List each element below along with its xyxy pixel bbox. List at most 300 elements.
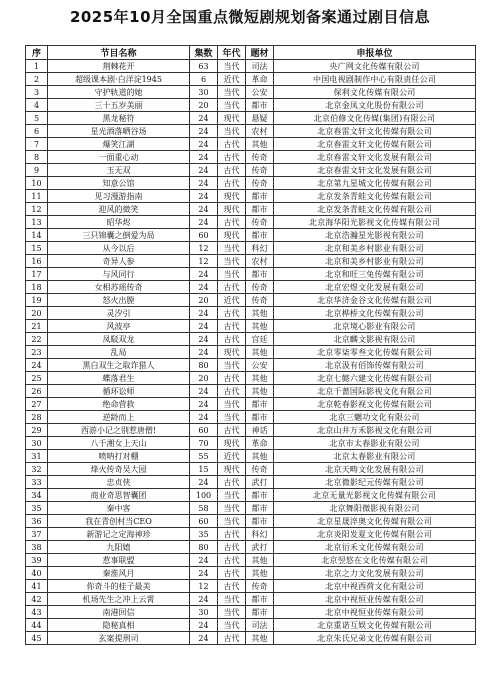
row-index: 39	[26, 554, 48, 567]
era: 当代	[218, 99, 246, 112]
row-index: 9	[26, 164, 48, 177]
era: 当代	[218, 86, 246, 99]
table-row	[26, 372, 476, 385]
episode-count: 80	[190, 359, 218, 372]
genre: 都市	[246, 515, 274, 528]
program-title: 一面重心动	[48, 151, 190, 164]
row-index: 8	[26, 151, 48, 164]
genre: 传奇	[246, 177, 274, 190]
genre: 其他	[246, 138, 274, 151]
genre: 传奇	[246, 294, 274, 307]
table-row	[26, 255, 476, 268]
program-title: 你奇斗的桂子最美	[48, 580, 190, 593]
genre: 传奇	[246, 463, 274, 476]
row-index: 1	[26, 60, 48, 73]
applicant-unit: 北京海华阳光影视文化传媒有限公司	[274, 216, 476, 229]
program-title: 新游记之定海神珍	[48, 528, 190, 541]
era: 当代	[218, 593, 246, 606]
episode-count: 15	[190, 463, 218, 476]
program-title: 我在青创村当CEO	[48, 515, 190, 528]
era: 古代	[218, 528, 246, 541]
program-title: 九阳嬉	[48, 541, 190, 554]
table-row	[26, 619, 476, 632]
genre: 都市	[246, 502, 274, 515]
episode-count: 30	[190, 86, 218, 99]
genre: 都市	[246, 411, 274, 424]
row-index: 28	[26, 411, 48, 424]
era: 当代	[218, 606, 246, 619]
era: 古代	[218, 385, 246, 398]
program-title: 超级课本剧·白洋淀1945	[48, 73, 190, 86]
program-title: 迎风的微笑	[48, 203, 190, 216]
table-row	[26, 606, 476, 619]
applicant-unit: 北京三魍功文化有限公司	[274, 411, 476, 424]
program-title: 灵汐引	[48, 307, 190, 320]
era: 古代	[218, 333, 246, 346]
table-row	[26, 437, 476, 450]
row-index: 29	[26, 424, 48, 437]
applicant-unit: 北京山井万禾影视文化有限公司	[274, 424, 476, 437]
episode-count: 24	[190, 346, 218, 359]
episode-count: 55	[190, 450, 218, 463]
era: 当代	[218, 60, 246, 73]
applicant-unit: 北京天畴文化发展有限公司	[274, 463, 476, 476]
genre: 其他	[246, 385, 274, 398]
program-title: 怒火出膛	[48, 294, 190, 307]
row-index: 3	[26, 86, 48, 99]
row-index: 17	[26, 268, 48, 281]
drama-table	[25, 45, 476, 645]
genre: 都市	[246, 99, 274, 112]
table-row	[26, 112, 476, 125]
table-row	[26, 138, 476, 151]
era: 现代	[218, 190, 246, 203]
era: 古代	[218, 307, 246, 320]
episode-count: 58	[190, 502, 218, 515]
program-title: 黑白双生之取诈猎人	[48, 359, 190, 372]
era: 古代	[218, 216, 246, 229]
col-header-index: 序	[26, 46, 48, 60]
row-index: 13	[26, 216, 48, 229]
episode-count: 24	[190, 333, 218, 346]
table-row	[26, 411, 476, 424]
genre: 公安	[246, 359, 274, 372]
table-row	[26, 99, 476, 112]
row-index: 45	[26, 632, 48, 645]
era: 现代	[218, 112, 246, 125]
episode-count: 24	[190, 281, 218, 294]
episode-count: 24	[190, 554, 218, 567]
program-title: 南港回信	[48, 606, 190, 619]
genre: 其他	[246, 554, 274, 567]
era: 古代	[218, 424, 246, 437]
row-index: 23	[26, 346, 48, 359]
table-row	[26, 190, 476, 203]
applicant-unit: 保利文化传媒有限公司	[274, 86, 476, 99]
table-row	[26, 489, 476, 502]
program-title: 与风同行	[48, 268, 190, 281]
program-title: 西游小记之别惹唐僧!	[48, 424, 190, 437]
program-title: 三只锦囊之倒爱为局	[48, 229, 190, 242]
genre: 神话	[246, 424, 274, 437]
genre: 传奇	[246, 580, 274, 593]
table-row	[26, 450, 476, 463]
era: 古代	[218, 567, 246, 580]
applicant-unit: 北京伯修文化传媒(集团)有限公司	[274, 112, 476, 125]
episode-count: 60	[190, 229, 218, 242]
era: 近代	[218, 294, 246, 307]
episode-count: 30	[190, 606, 218, 619]
program-title: 烽火传奇吴大园	[48, 463, 190, 476]
table-row	[26, 359, 476, 372]
program-title: 荆棘花开	[48, 60, 190, 73]
applicant-unit: 北京金凤文化股份有限公司	[274, 99, 476, 112]
genre: 其他	[246, 346, 274, 359]
row-index: 40	[26, 567, 48, 580]
episode-count: 24	[190, 164, 218, 177]
col-header-genre: 题材	[246, 46, 274, 60]
table-row	[26, 528, 476, 541]
episode-count: 80	[190, 541, 218, 554]
program-title: 守护轨道的她	[48, 86, 190, 99]
genre: 都市	[246, 398, 274, 411]
genre: 司法	[246, 619, 274, 632]
program-title: 玄案提刑司	[48, 632, 190, 645]
program-title: 忠贞侠	[48, 476, 190, 489]
genre: 其他	[246, 307, 274, 320]
table-row	[26, 60, 476, 73]
row-index: 11	[26, 190, 48, 203]
applicant-unit: 北京桦桥文化传媒有限公司	[274, 307, 476, 320]
col-header-episodes: 集数	[190, 46, 218, 60]
program-title: 蝶落君生	[48, 372, 190, 385]
applicant-unit: 北京发条青蛙文化传媒有限公司	[274, 203, 476, 216]
applicant-unit: 北京和旺三兔传媒有限公司	[274, 268, 476, 281]
applicant-unit: 北京春雷文轩文化传媒有限公司	[274, 138, 476, 151]
episode-count: 60	[190, 515, 218, 528]
applicant-unit: 北京发条青蛙文化传媒有限公司	[274, 190, 476, 203]
era: 古代	[218, 151, 246, 164]
row-index: 44	[26, 619, 48, 632]
table-row	[26, 515, 476, 528]
genre: 传奇	[246, 151, 274, 164]
episode-count: 24	[190, 632, 218, 645]
applicant-unit: 北京浩瀚星光影视有限公司	[274, 229, 476, 242]
episode-count: 12	[190, 580, 218, 593]
applicant-unit: 北京和美乡村影业有限公司	[274, 255, 476, 268]
table-row	[26, 346, 476, 359]
table-row	[26, 502, 476, 515]
episode-count: 70	[190, 437, 218, 450]
episode-count: 20	[190, 294, 218, 307]
applicant-unit: 北京零柒零叁文化传媒有限公司	[274, 346, 476, 359]
era: 现代	[218, 203, 246, 216]
table-row	[26, 177, 476, 190]
genre: 其他	[246, 450, 274, 463]
episode-count: 24	[190, 112, 218, 125]
applicant-unit: 北京宏煜文化发展有限公司	[274, 281, 476, 294]
episode-count: 20	[190, 99, 218, 112]
era: 古代	[218, 281, 246, 294]
applicant-unit: 北京无量光影视文化传媒有限公司	[274, 489, 476, 502]
episode-count: 100	[190, 489, 218, 502]
table-row	[26, 593, 476, 606]
genre: 传奇	[246, 164, 274, 177]
program-title: 秦淮风月	[48, 567, 190, 580]
era: 古代	[218, 138, 246, 151]
program-title: 从今以后	[48, 242, 190, 255]
table-row	[26, 151, 476, 164]
applicant-unit: 北京汲有佰饰传媒有限公司	[274, 359, 476, 372]
table-row	[26, 86, 476, 99]
episode-count: 24	[190, 593, 218, 606]
episode-count: 24	[190, 619, 218, 632]
applicant-unit: 北京麟文影视有限公司	[274, 333, 476, 346]
applicant-unit: 北京重诺互娱文化传媒有限公司	[274, 619, 476, 632]
table-row	[26, 398, 476, 411]
episode-count: 24	[190, 190, 218, 203]
episode-count: 24	[190, 398, 218, 411]
era: 当代	[218, 489, 246, 502]
table-row	[26, 580, 476, 593]
document-title: 2025年10月全国重点微短剧规划备案通过剧目信息	[69, 8, 431, 26]
program-title: 女相苏瑶传奇	[48, 281, 190, 294]
era: 古代	[218, 476, 246, 489]
program-title: 知意公馆	[48, 177, 190, 190]
genre: 其他	[246, 320, 274, 333]
table-row	[26, 320, 476, 333]
table-row	[26, 554, 476, 567]
genre: 武打	[246, 541, 274, 554]
applicant-unit: 北京千蔷国际影视文化有限公司	[274, 385, 476, 398]
table-row	[26, 541, 476, 554]
episode-count: 24	[190, 307, 218, 320]
row-index: 43	[26, 606, 48, 619]
era: 当代	[218, 502, 246, 515]
genre: 其他	[246, 632, 274, 645]
row-index: 22	[26, 333, 48, 346]
table-row	[26, 294, 476, 307]
applicant-unit: 北京朱氏兄弟文化传媒有限公司	[274, 632, 476, 645]
genre: 革命	[246, 437, 274, 450]
row-index: 37	[26, 528, 48, 541]
row-index: 32	[26, 463, 48, 476]
program-title: 惹事联盟	[48, 554, 190, 567]
genre: 都市	[246, 268, 274, 281]
row-index: 16	[26, 255, 48, 268]
program-title: 三十五岁美丽	[48, 99, 190, 112]
row-index: 41	[26, 580, 48, 593]
row-index: 26	[26, 385, 48, 398]
episode-count: 24	[190, 203, 218, 216]
era: 现代	[218, 437, 246, 450]
row-index: 7	[26, 138, 48, 151]
genre: 公安	[246, 86, 274, 99]
episode-count: 24	[190, 177, 218, 190]
episode-count: 6	[190, 73, 218, 86]
episode-count: 24	[190, 125, 218, 138]
era: 当代	[218, 255, 246, 268]
program-title: 商业奇思智囊团	[48, 489, 190, 502]
row-index: 19	[26, 294, 48, 307]
era: 现代	[218, 229, 246, 242]
row-index: 36	[26, 515, 48, 528]
applicant-unit: 北京市太春影业有限公司	[274, 437, 476, 450]
program-title: 玉无双	[48, 164, 190, 177]
genre: 武打	[246, 476, 274, 489]
row-index: 6	[26, 125, 48, 138]
genre: 科幻	[246, 528, 274, 541]
episode-count: 12	[190, 255, 218, 268]
era: 当代	[218, 515, 246, 528]
program-title: 机场先生之冲上云霄	[48, 593, 190, 606]
row-index: 21	[26, 320, 48, 333]
applicant-unit: 北京舞阳微影视有限公司	[274, 502, 476, 515]
program-title: 见习漫游指南	[48, 190, 190, 203]
genre: 其他	[246, 372, 274, 385]
applicant-unit: 北京翌悠在文化传媒有限公司	[274, 554, 476, 567]
applicant-unit: 北京之力文化发展有限公司	[274, 567, 476, 580]
era: 古代	[218, 177, 246, 190]
program-title: 凤駁双龙	[48, 333, 190, 346]
applicant-unit: 北京和美乡村影业有限公司	[274, 242, 476, 255]
applicant-unit: 北京中视恒业传媒有限公司	[274, 606, 476, 619]
col-header-title: 节目名称	[48, 46, 190, 60]
table-row	[26, 268, 476, 281]
era: 当代	[218, 125, 246, 138]
table-row	[26, 333, 476, 346]
program-title: 乱局	[48, 346, 190, 359]
table-row	[26, 567, 476, 580]
era: 当代	[218, 619, 246, 632]
era: 古代	[218, 554, 246, 567]
program-title: 秦中客	[48, 502, 190, 515]
era: 当代	[218, 242, 246, 255]
program-title: 昭华烬	[48, 216, 190, 229]
applicant-unit: 北京七懿六建文化传媒有限公司	[274, 372, 476, 385]
table-row	[26, 476, 476, 489]
era: 古代	[218, 580, 246, 593]
table-row	[26, 216, 476, 229]
episode-count: 24	[190, 385, 218, 398]
row-index: 34	[26, 489, 48, 502]
era: 古代	[218, 541, 246, 554]
applicant-unit: 北京第九星城文化传媒有限公司	[274, 177, 476, 190]
program-title: 喷呐打对棚	[48, 450, 190, 463]
genre: 科幻	[246, 242, 274, 255]
col-header-applicant: 申报单位	[274, 46, 476, 60]
genre: 都市	[246, 190, 274, 203]
row-index: 15	[26, 242, 48, 255]
program-title: 隐秘真相	[48, 619, 190, 632]
program-title: 爆笑江湖	[48, 138, 190, 151]
episode-count: 24	[190, 567, 218, 580]
genre: 悬疑	[246, 112, 274, 125]
era: 现代	[218, 346, 246, 359]
genre: 都市	[246, 593, 274, 606]
applicant-unit: 北京衍禾文化传媒有限公司	[274, 541, 476, 554]
genre: 都市	[246, 203, 274, 216]
row-index: 20	[26, 307, 48, 320]
era: 当代	[218, 359, 246, 372]
genre: 都市	[246, 489, 274, 502]
program-title: 八千湘女上天山	[48, 437, 190, 450]
program-title: 黑龙秘符	[48, 112, 190, 125]
row-index: 2	[26, 73, 48, 86]
genre: 传奇	[246, 281, 274, 294]
program-title: 逆龄而上	[48, 411, 190, 424]
genre: 都市	[246, 606, 274, 619]
genre: 农村	[246, 255, 274, 268]
row-index: 30	[26, 437, 48, 450]
episode-count: 24	[190, 476, 218, 489]
episode-count: 20	[190, 372, 218, 385]
table-row	[26, 385, 476, 398]
row-index: 10	[26, 177, 48, 190]
table-row	[26, 164, 476, 177]
applicant-unit: 北京太春影业有限公司	[274, 450, 476, 463]
era: 现代	[218, 463, 246, 476]
table-row	[26, 73, 476, 86]
era: 古代	[218, 372, 246, 385]
col-header-era: 年代	[218, 46, 246, 60]
applicant-unit: 北京微影纪元传媒有限公司	[274, 476, 476, 489]
episode-count: 60	[190, 424, 218, 437]
table-header-row	[26, 46, 476, 60]
era: 近代	[218, 73, 246, 86]
program-title: 风波亭	[48, 320, 190, 333]
table-row	[26, 281, 476, 294]
applicant-unit: 北京乾春影视文化传媒有限公司	[274, 398, 476, 411]
row-index: 25	[26, 372, 48, 385]
episode-count: 24	[190, 216, 218, 229]
applicant-unit: 北京境心影业有限公司	[274, 320, 476, 333]
episode-count: 63	[190, 60, 218, 73]
era: 当代	[218, 411, 246, 424]
row-index: 18	[26, 281, 48, 294]
applicant-unit: 北京中视西荷文化有限公司	[274, 580, 476, 593]
row-index: 24	[26, 359, 48, 372]
applicant-unit: 北京春雷文轩文化发展有限公司	[274, 151, 476, 164]
program-title: 奇异人参	[48, 255, 190, 268]
table-row	[26, 463, 476, 476]
row-index: 5	[26, 112, 48, 125]
era: 古代	[218, 320, 246, 333]
era: 当代	[218, 268, 246, 281]
program-title: 循环讼师	[48, 385, 190, 398]
episode-count: 24	[190, 151, 218, 164]
row-index: 31	[26, 450, 48, 463]
row-index: 35	[26, 502, 48, 515]
genre: 都市	[246, 229, 274, 242]
episode-count: 35	[190, 528, 218, 541]
table-row	[26, 229, 476, 242]
episode-count: 24	[190, 411, 218, 424]
applicant-unit: 北京春雷文轩文化传媒有限公司	[274, 125, 476, 138]
applicant-unit: 北京星晟淬奥文化传媒有限公司	[274, 515, 476, 528]
era: 古代	[218, 164, 246, 177]
row-index: 38	[26, 541, 48, 554]
applicant-unit: 北京炎阳发夏文化传媒有限公司	[274, 528, 476, 541]
era: 当代	[218, 398, 246, 411]
genre: 革命	[246, 73, 274, 86]
genre: 司法	[246, 60, 274, 73]
applicant-unit: 央广网文化传媒有限公司	[274, 60, 476, 73]
applicant-unit: 北京春雷文轩文化发展有限公司	[274, 164, 476, 177]
episode-count: 24	[190, 320, 218, 333]
era: 近代	[218, 450, 246, 463]
table-row	[26, 632, 476, 645]
